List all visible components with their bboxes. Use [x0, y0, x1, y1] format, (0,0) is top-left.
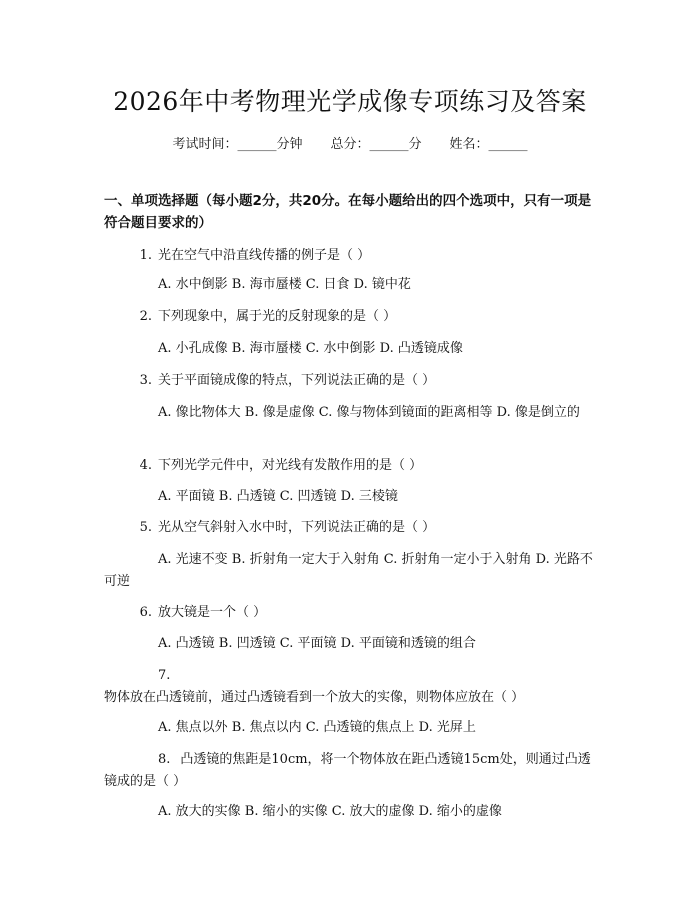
question-4-options: A. 平面镜 B. 凸透镜 C. 凹透镜 D. 三棱镜	[158, 489, 398, 504]
section-heading: 一、单项选择题（每小题2分，共20分。在每小题给出的四个选项中，只有一项是符合题目要求的）	[104, 193, 592, 231]
question-text: 放大镜是一个（ ）	[158, 605, 267, 620]
question-number: 4.	[139, 458, 152, 473]
question-2-options: A. 小孔成像 B. 海市蜃楼 C. 水中倒影 D. 凸透镜成像	[158, 341, 463, 356]
question-6	[139, 602, 598, 624]
question-text: 光从空气斜射入水中时，下列说法正确的是（ ）	[158, 520, 436, 535]
question-8-options: A. 放大的实像 B. 缩小的实像 C. 放大的虚像 D. 缩小的虚像	[158, 804, 502, 819]
question-6-options: A. 凸透镜 B. 凹透镜 C. 平面镜 D. 平面镜和透镜的组合	[158, 636, 476, 651]
question-number: 7.	[158, 668, 171, 683]
question-2	[139, 306, 598, 328]
question-3-options: A. 像比物体大 B. 像是虚像 C. 像与物体到镜面的距离相等 D. 像是倒立的	[158, 405, 580, 420]
question-text: 物体放在凸透镜前，通过凸透镜看到一个放大的实像，则物体应放在（ ）	[104, 690, 525, 705]
question-number: 3.	[139, 373, 152, 388]
exam-time-label: 考试时间：______分钟	[172, 137, 303, 152]
question-text: 下列光学元件中，对光线有发散作用的是（ ）	[158, 458, 423, 473]
question-5	[139, 517, 598, 539]
question-number: 5.	[139, 520, 152, 535]
question-7-options: A. 焦点以外 B. 焦点以内 C. 凸透镜的焦点上 D. 光屏上	[158, 720, 476, 735]
question-7	[104, 665, 599, 709]
question-4	[139, 455, 598, 477]
question-5-options: A. 光速不变 B. 折射角一定大于入射角 C. 折射角一定小于入射角 D. 光路不可逆	[104, 552, 593, 589]
question-number: 1.	[139, 248, 152, 263]
question-1-options: A. 水中倒影 B. 海市蜃楼 C. 日食 D. 镜中花	[158, 277, 411, 292]
total-score-label: 总分：______分	[330, 137, 422, 152]
question-number: 6.	[139, 605, 152, 620]
student-name-label: 姓名：______	[449, 137, 528, 152]
question-number: 2.	[139, 309, 152, 324]
question-text: 下列现象中，属于光的反射现象的是（ ）	[158, 309, 397, 324]
question-1	[139, 245, 598, 267]
question-8	[104, 749, 599, 793]
page-title: 2026年中考物理光学成像专项练习及答案	[113, 87, 587, 116]
question-text: 关于平面镜成像的特点，下列说法正确的是（ ）	[158, 373, 436, 388]
exam-meta	[0, 133, 700, 152]
question-text: 凸透镜的焦距是10cm，将一个物体放在距凸透镜15cm处，则通过凸透镜成的是（ ）	[104, 752, 591, 789]
question-text: 光在空气中沿直线传播的例子是（ ）	[158, 248, 371, 263]
question-3	[139, 370, 598, 392]
question-number: 8.	[158, 752, 171, 767]
